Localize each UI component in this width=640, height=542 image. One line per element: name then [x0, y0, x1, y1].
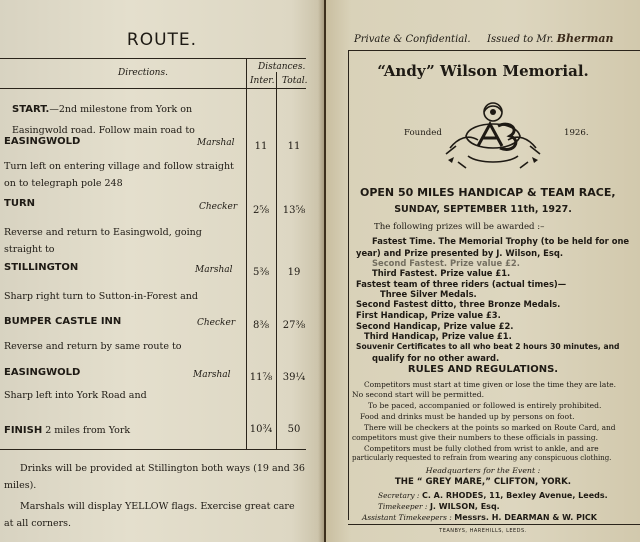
prize-line: Third Handicap, Prize value £1.	[364, 331, 512, 341]
hq-label: Headquarters for the Event :	[425, 466, 541, 475]
header-rule-top	[0, 58, 306, 59]
prizes-intro: The following prizes will be awarded :–	[374, 222, 545, 232]
prize-line: Souvenir Certificates to all who beat 2 hours 30 minutes, and	[356, 342, 620, 351]
memorial-emblem	[438, 90, 548, 172]
race-date: SUNDAY, SEPTEMBER 11th, 1927.	[394, 204, 572, 215]
rule-line: Food and drinks must be handed up by persons on foot.	[360, 412, 575, 421]
timekeeper-name: J. WILSON, Esq.	[429, 502, 500, 511]
secretary-line	[378, 491, 608, 500]
assistant-label: Assistant Timekeepers :	[362, 513, 452, 522]
stage-official: Checker	[199, 202, 238, 212]
column-divider-distances	[276, 72, 277, 450]
directions-header: Directions.	[118, 68, 168, 78]
race-title: OPEN 50 MILES HANDICAP & TEAM RACE,	[360, 186, 616, 199]
stage-name: BUMPER CASTLE INN	[4, 316, 122, 327]
stage-text: Sharp left into York Road and	[4, 390, 147, 401]
stage-inter: 2⅝	[252, 205, 270, 216]
stage-name: STILLINGTON	[4, 262, 79, 273]
stage-name: EASINGWOLD	[4, 367, 81, 378]
stage-finish	[4, 418, 130, 439]
secretary-label: Secretary :	[378, 491, 420, 500]
issued-to-label: Issued to Mr.	[487, 34, 554, 45]
secretary-name: C. A. RHODES, 11, Bexley Avenue, Leeds.	[421, 491, 608, 500]
border-top	[348, 50, 640, 51]
rule-line: Competitors must start at time given or lose the time they are late.	[364, 380, 617, 389]
stage-total: 19	[287, 267, 301, 278]
rules-title: RULES AND REGULATIONS.	[407, 364, 559, 375]
stage-text: Turn left on entering village and follow straight on to telegraph pole 248	[4, 161, 234, 189]
issued-line	[354, 32, 614, 45]
stage-total: 27⅜	[282, 320, 306, 331]
total-header: Total.	[282, 76, 308, 86]
note-drinks: Drinks will be provided at Stillington both ways (19 and 36 miles).	[4, 463, 305, 491]
rule-line: There will be checkers at the points so marked on Route Card, and	[364, 423, 616, 432]
route-title: ROUTE.	[126, 30, 198, 50]
rule-line: competitors must give their numbers to these officials in passing.	[352, 433, 598, 442]
stage-inter: 8⅜	[252, 320, 270, 331]
founded-label: Founded	[404, 128, 442, 138]
prize-line: Second Fastest ditto, three Bronze Medals.	[356, 299, 561, 309]
stage-name: TURN	[4, 198, 36, 209]
stage-name: FINISH	[4, 425, 43, 436]
printer-imprint: TEANBYS, HAREHILLS, LEEDS.	[439, 528, 527, 534]
hq-name: THE “ GREY MARE,” CLIFTON, YORK.	[394, 477, 572, 487]
stage-name: EASINGWOLD	[4, 136, 81, 147]
private-label: Private & Confidential.	[354, 34, 471, 45]
prize-line: qualify for no other award.	[372, 353, 500, 363]
stage-inter: 11	[254, 141, 268, 152]
stage-start	[12, 97, 238, 139]
event-title: “Andy” Wilson Memorial.	[377, 62, 589, 80]
rule-line: No second start will be permitted.	[352, 390, 485, 399]
stage-name: START.	[12, 104, 50, 115]
stage-inter: 10¾	[249, 424, 273, 435]
stage-official: Marshal	[195, 265, 233, 275]
stage-official: Marshal	[197, 138, 235, 148]
stage-total: 11	[287, 141, 301, 152]
stage-inter: 11⅞	[249, 372, 273, 383]
stage-text: Reverse and return to Easingwold, going straight to	[4, 227, 202, 255]
stage-text: —2nd milestone from York on Easingwold road. Follow main road to	[12, 104, 195, 136]
prize-line: First Handicap, Prize value £3.	[356, 310, 501, 320]
rule-line: Competitors must be fully clothed from wrist to ankle, and are	[364, 444, 599, 453]
assistant-names: Messrs. H. DEARMAN & W. PICK	[454, 513, 597, 522]
distances-header: Distances.	[258, 62, 306, 72]
assistant-line	[362, 513, 597, 522]
border-bottom	[348, 524, 640, 525]
border-left	[348, 50, 349, 520]
table-rule-bottom	[0, 449, 306, 450]
stage-total: 39¼	[282, 372, 306, 383]
header-rule-bottom	[0, 88, 306, 89]
issued-name: Bherman	[556, 32, 614, 45]
stage-text: 2 miles from York	[42, 425, 131, 436]
rule-line: particularly requested to refrain from wearing any conspicuous clothing.	[352, 454, 612, 462]
prize-line: Third Fastest. Prize value £1.	[372, 268, 511, 278]
stage-text: Sharp right turn to Sutton-in-Forest and	[4, 291, 198, 302]
prize-line: year) and Prize presented by J. Wilson, Esq.	[356, 248, 564, 258]
stage-total: 50	[287, 424, 301, 435]
prize-line: Second Handicap, Prize value £2.	[356, 321, 514, 331]
prize-line: Fastest Time. The Memorial Trophy (to be held for one	[372, 236, 630, 246]
stage-total: 13⅝	[282, 205, 306, 216]
stage-official: Checker	[197, 318, 236, 328]
note-marshals: Marshals will display YELLOW flags. Exercise great care at all corners.	[4, 501, 295, 529]
column-divider-directions	[246, 58, 247, 450]
stage-inter: 5⅜	[252, 267, 270, 278]
stage-text: Reverse and return by same route to	[4, 341, 182, 352]
stage-official: Marshal	[193, 370, 231, 380]
rule-line: To be paced, accompanied or followed is entirely prohibited.	[368, 401, 602, 410]
inter-header: Inter.	[250, 76, 275, 86]
prize-line: Three Silver Medals.	[380, 289, 477, 299]
prize-line: Fastest team of three riders (actual times)—	[356, 279, 567, 289]
timekeeper-line	[378, 502, 500, 511]
founded-year: 1926.	[564, 128, 589, 138]
event-card	[326, 0, 640, 542]
timekeeper-label: Timekeeper :	[378, 502, 428, 511]
prize-line: Second Fastest. Prize value £2.	[372, 258, 520, 268]
